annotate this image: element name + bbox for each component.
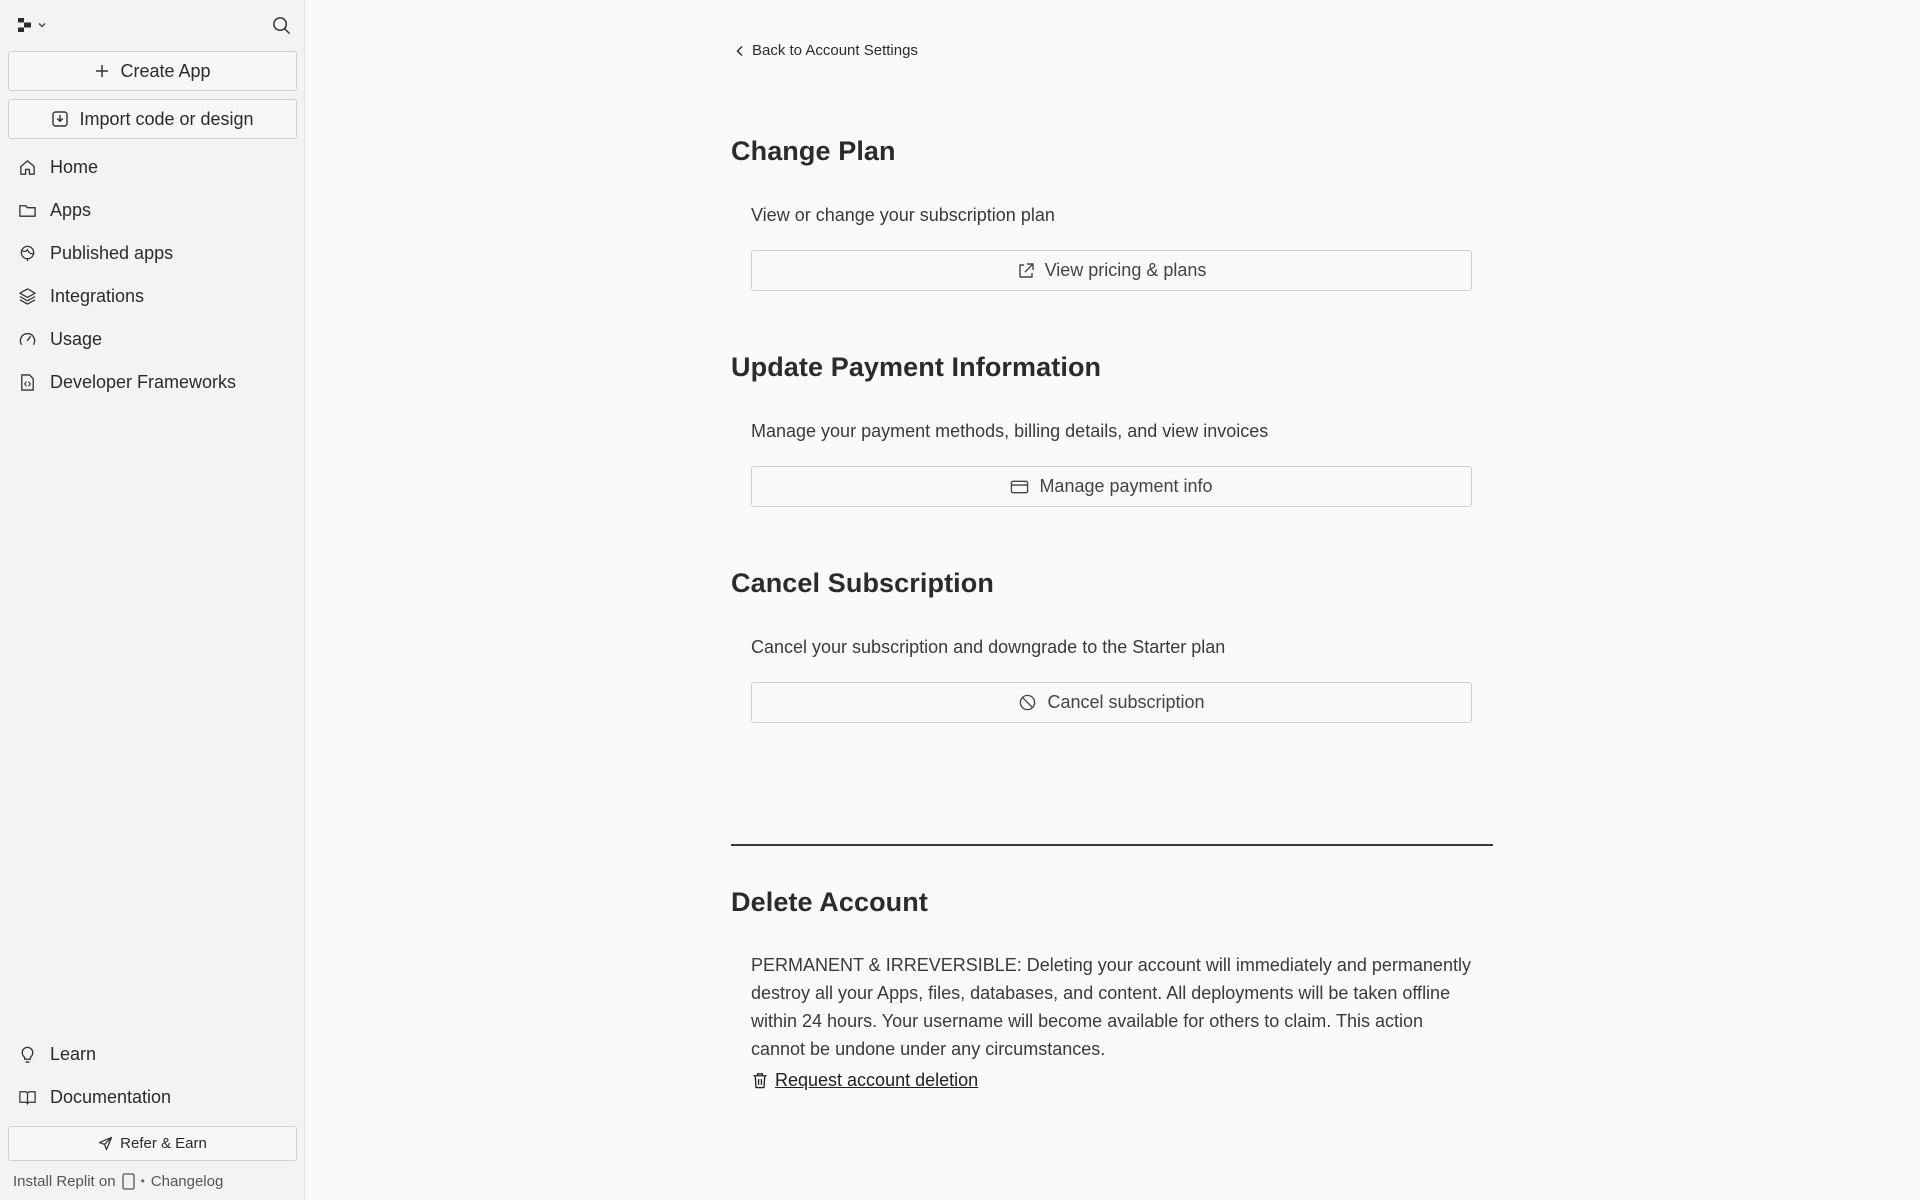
external-link-icon [1017, 262, 1035, 280]
back-to-account-settings-link[interactable] [735, 42, 918, 59]
globe-icon [18, 244, 37, 263]
refer-and-earn-button[interactable] [8, 1126, 297, 1161]
sidebar-item-documentation[interactable] [8, 1076, 297, 1119]
sidebar-item-published-apps[interactable] [8, 232, 297, 275]
sidebar-footer [13, 1170, 223, 1192]
button-label: Cancel subscription [1047, 692, 1205, 712]
search-button[interactable] [270, 14, 292, 36]
lightbulb-icon [18, 1045, 37, 1064]
sidebar-nav [8, 146, 297, 404]
manage-payment-button[interactable] [751, 466, 1472, 507]
credit-card-icon [1010, 479, 1029, 495]
mobile-device-icon[interactable] [122, 1173, 135, 1190]
plus-icon [94, 63, 110, 79]
refer-label: Refer & Earn [120, 1135, 207, 1152]
section-title: Cancel Subscription [731, 568, 994, 598]
book-icon [18, 1088, 37, 1107]
sidebar-item-label: Developer Frameworks [50, 372, 237, 392]
button-label: Manage payment info [1039, 476, 1213, 496]
install-replit-link[interactable]: Install Replit on [13, 1172, 116, 1190]
sidebar-item-label: Learn [50, 1044, 97, 1064]
sidebar-bottom-nav [8, 1033, 297, 1119]
replit-logo-icon [17, 17, 33, 33]
sidebar [0, 0, 305, 1200]
create-app-label: Create App [120, 60, 211, 81]
delete-warning-text: PERMANENT & IRREVERSIBLE: Deleting your account will immediately and permanently destroy all your Apps, files, databases, and content. All deployments will be taken offline within 24 hours. Your username will become available for others to claim. This action cannot be undone under any circumstances. [751, 955, 1471, 1059]
send-icon [98, 1136, 113, 1151]
chevron-down-icon [37, 20, 47, 30]
cancel-subscription-section [731, 568, 1511, 712]
link-label: Request account deletion [775, 1070, 979, 1090]
section-divider [731, 844, 1493, 846]
sidebar-item-label: Home [50, 157, 99, 177]
section-description: View or change your subscription plan [751, 205, 1055, 225]
payment-section [731, 352, 1511, 496]
button-label: View pricing & plans [1044, 260, 1207, 280]
main-content [305, 0, 1920, 1200]
gauge-icon [18, 330, 37, 349]
sidebar-item-label: Documentation [50, 1087, 172, 1107]
import-icon [51, 110, 69, 128]
sidebar-item-developer-frameworks[interactable] [8, 361, 297, 404]
delete-account-section [731, 887, 1511, 1090]
sidebar-item-label: Usage [50, 329, 103, 349]
sidebar-item-integrations[interactable] [8, 275, 297, 318]
sidebar-item-learn[interactable] [8, 1033, 297, 1076]
folder-icon [18, 201, 37, 220]
ban-icon [1018, 693, 1037, 712]
search-icon [272, 16, 291, 35]
file-code-icon [18, 373, 37, 392]
sidebar-item-label: Published apps [50, 243, 174, 263]
layers-icon [18, 287, 37, 306]
section-title: Change Plan [731, 136, 896, 166]
import-label: Import code or design [79, 108, 254, 129]
sidebar-item-usage[interactable] [8, 318, 297, 361]
request-account-deletion-link[interactable] [751, 1070, 978, 1091]
section-description: Manage your payment methods, billing details, and view invoices [751, 421, 1269, 441]
back-label: Back to Account Settings [752, 42, 918, 59]
view-pricing-button[interactable] [751, 250, 1472, 291]
sidebar-item-home[interactable] [8, 146, 297, 189]
home-icon [18, 158, 37, 177]
import-code-button[interactable] [8, 99, 297, 139]
change-plan-section [731, 136, 1511, 280]
section-description: Cancel your subscription and downgrade to the Starter plan [751, 637, 1226, 657]
workspace-menu-button[interactable] [17, 15, 53, 35]
section-title: Delete Account [731, 887, 928, 917]
cancel-subscription-button[interactable] [751, 682, 1472, 723]
section-title: Update Payment Information [731, 352, 1102, 382]
sidebar-item-apps[interactable] [8, 189, 297, 232]
chevron-left-icon [735, 45, 745, 57]
footer-separator: • [140, 1174, 145, 1188]
sidebar-item-label: Apps [50, 200, 92, 220]
trash-icon [751, 1071, 769, 1090]
sidebar-header [0, 0, 305, 50]
sidebar-item-label: Integrations [50, 286, 145, 306]
create-app-button[interactable] [8, 51, 297, 91]
changelog-link[interactable]: Changelog [150, 1172, 224, 1190]
